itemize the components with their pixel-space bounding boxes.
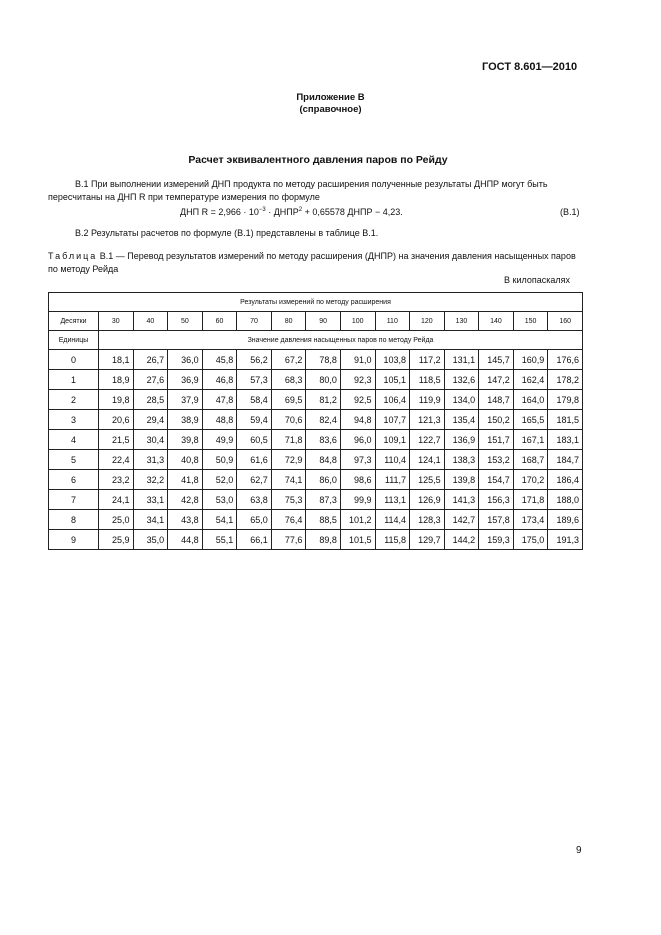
tens-header-cell: 90: [306, 312, 341, 331]
tens-header-cell: 110: [375, 312, 410, 331]
value-cell: 191,3: [548, 530, 583, 550]
tens-header-cell: 120: [410, 312, 445, 331]
tens-label: Десятки: [49, 312, 99, 331]
value-cell: 153,2: [479, 450, 514, 470]
value-cell: 128,3: [410, 510, 445, 530]
value-cell: 151,7: [479, 430, 514, 450]
value-cell: 91,0: [340, 350, 375, 370]
tens-header-cell: 140: [479, 312, 514, 331]
section-heading: Расчет эквивалентного давления паров по Рейду: [188, 154, 448, 166]
value-cell: 134,0: [444, 390, 479, 410]
standard-code: ГОСТ 8.601—2010: [482, 61, 578, 73]
value-cell: 89,8: [306, 530, 341, 550]
value-cell: 87,3: [306, 490, 341, 510]
value-cell: 132,6: [444, 370, 479, 390]
unit-cell: 8: [49, 510, 99, 530]
value-cell: 82,4: [306, 410, 341, 430]
unit-cell: 3: [49, 410, 99, 430]
value-cell: 18,9: [99, 370, 134, 390]
table-row: [49, 370, 583, 390]
formula-part-1: ДНП R = 2,966 · 10: [180, 207, 259, 217]
value-cell: 63,8: [237, 490, 272, 510]
tens-header-cell: 50: [168, 312, 203, 331]
value-cell: 165,5: [513, 410, 548, 430]
value-cell: 147,2: [479, 370, 514, 390]
equation-number: (В.1): [560, 207, 580, 217]
value-cell: 44,8: [168, 530, 203, 550]
page-number: 9: [576, 845, 582, 856]
value-cell: 39,8: [168, 430, 203, 450]
value-cell: 97,3: [340, 450, 375, 470]
formula-part-3: + 0,65578 ДНПР − 4,23.: [302, 207, 403, 217]
value-cell: 77,6: [271, 530, 306, 550]
value-cell: 54,1: [202, 510, 237, 530]
value-cell: 168,7: [513, 450, 548, 470]
value-cell: 171,8: [513, 490, 548, 510]
value-cell: 29,4: [133, 410, 168, 430]
value-cell: 36,0: [168, 350, 203, 370]
table-row: [49, 470, 583, 490]
value-cell: 25,0: [99, 510, 134, 530]
table-top-header-row: [49, 293, 583, 312]
value-cell: 31,3: [133, 450, 168, 470]
value-cell: 52,0: [202, 470, 237, 490]
value-cell: 141,3: [444, 490, 479, 510]
value-cell: 25,9: [99, 530, 134, 550]
table-row: [49, 490, 583, 510]
value-cell: 78,8: [306, 350, 341, 370]
tens-header-cell: 130: [444, 312, 479, 331]
value-cell: 178,2: [548, 370, 583, 390]
value-cell: 59,4: [237, 410, 272, 430]
value-cell: 43,8: [168, 510, 203, 530]
value-cell: 34,1: [133, 510, 168, 530]
value-cell: 32,2: [133, 470, 168, 490]
value-cell: 117,2: [410, 350, 445, 370]
value-cell: 101,5: [340, 530, 375, 550]
unit-cell: 1: [49, 370, 99, 390]
value-cell: 135,4: [444, 410, 479, 430]
value-cell: 71,8: [271, 430, 306, 450]
value-cell: 46,8: [202, 370, 237, 390]
table-tens-row: [49, 312, 583, 331]
conversion-table: [48, 292, 583, 550]
value-cell: 139,8: [444, 470, 479, 490]
value-cell: 188,0: [548, 490, 583, 510]
table-row: [49, 450, 583, 470]
value-cell: 20,6: [99, 410, 134, 430]
unit-cell: 9: [49, 530, 99, 550]
value-cell: 50,9: [202, 450, 237, 470]
value-cell: 96,0: [340, 430, 375, 450]
value-cell: 92,3: [340, 370, 375, 390]
value-cell: 75,3: [271, 490, 306, 510]
value-cell: 94,8: [340, 410, 375, 430]
value-cell: 110,4: [375, 450, 410, 470]
value-cell: 49,9: [202, 430, 237, 450]
value-cell: 125,5: [410, 470, 445, 490]
value-cell: 164,0: [513, 390, 548, 410]
value-cell: 156,3: [479, 490, 514, 510]
value-cell: 22,4: [99, 450, 134, 470]
unit-cell: 5: [49, 450, 99, 470]
unit-cell: 6: [49, 470, 99, 490]
value-cell: 80,0: [306, 370, 341, 390]
value-cell: 19,8: [99, 390, 134, 410]
table-row: [49, 390, 583, 410]
unit-cell: 2: [49, 390, 99, 410]
value-cell: 21,5: [99, 430, 134, 450]
value-cell: 24,1: [99, 490, 134, 510]
value-cell: 28,5: [133, 390, 168, 410]
value-cell: 45,8: [202, 350, 237, 370]
value-cell: 154,7: [479, 470, 514, 490]
appendix-subtitle: (справочное): [299, 104, 362, 115]
unit-cell: 7: [49, 490, 99, 510]
value-cell: 159,3: [479, 530, 514, 550]
value-cell: 62,7: [237, 470, 272, 490]
value-cell: 88,5: [306, 510, 341, 530]
value-cell: 101,2: [340, 510, 375, 530]
value-cell: 189,6: [548, 510, 583, 530]
value-cell: 86,0: [306, 470, 341, 490]
value-cell: 109,1: [375, 430, 410, 450]
value-cell: 119,9: [410, 390, 445, 410]
value-cell: 35,0: [133, 530, 168, 550]
value-cell: 67,2: [271, 350, 306, 370]
tens-header-cell: 40: [133, 312, 168, 331]
tens-header-cell: 30: [99, 312, 134, 331]
value-cell: 162,4: [513, 370, 548, 390]
value-cell: 58,4: [237, 390, 272, 410]
value-cell: 36,9: [168, 370, 203, 390]
value-cell: 145,7: [479, 350, 514, 370]
units-header: Единицы: [49, 331, 99, 350]
value-cell: 181,5: [548, 410, 583, 430]
value-cell: 37,9: [168, 390, 203, 410]
tens-header-cell: 60: [202, 312, 237, 331]
value-cell: 38,9: [168, 410, 203, 430]
value-cell: 60,5: [237, 430, 272, 450]
units-label: В килопаскалях: [504, 275, 570, 285]
value-cell: 184,7: [548, 450, 583, 470]
value-cell: 131,1: [444, 350, 479, 370]
value-cell: 41,8: [168, 470, 203, 490]
table-row: [49, 530, 583, 550]
value-cell: 27,6: [133, 370, 168, 390]
value-cell: 142,7: [444, 510, 479, 530]
value-cell: 56,2: [237, 350, 272, 370]
value-cell: 65,0: [237, 510, 272, 530]
value-cell: 167,1: [513, 430, 548, 450]
value-cell: 173,4: [513, 510, 548, 530]
value-cell: 148,7: [479, 390, 514, 410]
value-cell: 183,1: [548, 430, 583, 450]
unit-cell: 0: [49, 350, 99, 370]
value-cell: 83,6: [306, 430, 341, 450]
value-cell: 105,1: [375, 370, 410, 390]
caption-text: В.1 — Перевод результатов измерений по методу расширения (ДНПР) на значения давления насыщенных паров по методу Рейда: [48, 251, 576, 274]
table-units-header-row: [49, 331, 583, 350]
value-cell: 47,8: [202, 390, 237, 410]
value-cell: 136,9: [444, 430, 479, 450]
unit-cell: 4: [49, 430, 99, 450]
tens-header-cell: 70: [237, 312, 272, 331]
value-cell: 23,2: [99, 470, 134, 490]
table-row: [49, 510, 583, 530]
value-cell: 55,1: [202, 530, 237, 550]
value-cell: 115,8: [375, 530, 410, 550]
value-cell: 69,5: [271, 390, 306, 410]
value-cell: 74,1: [271, 470, 306, 490]
value-cell: 113,1: [375, 490, 410, 510]
tens-header-cell: 80: [271, 312, 306, 331]
value-cell: 70,6: [271, 410, 306, 430]
value-cell: 176,6: [548, 350, 583, 370]
value-cell: 33,1: [133, 490, 168, 510]
value-cell: 42,8: [168, 490, 203, 510]
value-cell: 144,2: [444, 530, 479, 550]
value-cell: 26,7: [133, 350, 168, 370]
appendix-title: Приложение В: [296, 92, 365, 103]
table-body: [49, 350, 583, 550]
value-cell: 111,7: [375, 470, 410, 490]
value-cell: 179,8: [548, 390, 583, 410]
value-cell: 53,0: [202, 490, 237, 510]
value-cell: 129,7: [410, 530, 445, 550]
value-cell: 68,3: [271, 370, 306, 390]
value-cell: 160,9: [513, 350, 548, 370]
value-cell: 92,5: [340, 390, 375, 410]
value-cell: 122,7: [410, 430, 445, 450]
value-cell: 57,3: [237, 370, 272, 390]
value-cell: 150,2: [479, 410, 514, 430]
value-cell: 61,6: [237, 450, 272, 470]
table-caption: [48, 250, 583, 276]
tens-header-cell: 160: [548, 312, 583, 331]
paragraph-b1: В.1 При выполнении измерений ДНП продукта по методу расширения полученные результаты ДНПР могут быть пересчитаны на ДНП R при температуре измерения по формуле: [48, 179, 548, 202]
value-cell: 81,2: [306, 390, 341, 410]
formula-exponent-1: −3: [258, 207, 266, 213]
value-cell: 118,5: [410, 370, 445, 390]
value-cell: 103,8: [375, 350, 410, 370]
value-cell: 18,1: [99, 350, 134, 370]
value-cell: 170,2: [513, 470, 548, 490]
value-cell: 84,8: [306, 450, 341, 470]
table-row: [49, 410, 583, 430]
value-cell: 107,7: [375, 410, 410, 430]
value-header: Значение давления насыщенных паров по методу Рейда: [99, 331, 583, 350]
value-cell: 48,8: [202, 410, 237, 430]
value-cell: 126,9: [410, 490, 445, 510]
value-cell: 40,8: [168, 450, 203, 470]
value-cell: 76,4: [271, 510, 306, 530]
value-cell: 157,8: [479, 510, 514, 530]
formula-b1: [180, 207, 403, 217]
value-cell: 175,0: [513, 530, 548, 550]
value-cell: 72,9: [271, 450, 306, 470]
table-top-header: Результаты измерений по методу расширения: [49, 293, 583, 312]
value-cell: 114,4: [375, 510, 410, 530]
table-row: [49, 350, 583, 370]
paragraph-b2: В.2 Результаты расчетов по формуле (В.1) представлены в таблице В.1.: [75, 228, 379, 238]
value-cell: 186,4: [548, 470, 583, 490]
tens-header-cell: 100: [340, 312, 375, 331]
caption-word: Таблица: [48, 251, 98, 261]
value-cell: 66,1: [237, 530, 272, 550]
formula-part-2: · ДНПР: [265, 207, 299, 217]
value-cell: 138,3: [444, 450, 479, 470]
value-cell: 30,4: [133, 430, 168, 450]
value-cell: 99,9: [340, 490, 375, 510]
value-cell: 124,1: [410, 450, 445, 470]
value-cell: 106,4: [375, 390, 410, 410]
table-row: [49, 430, 583, 450]
value-cell: 121,3: [410, 410, 445, 430]
formula-exponent-2: 2: [298, 207, 303, 213]
value-cell: 98,6: [340, 470, 375, 490]
tens-header-cell: 150: [513, 312, 548, 331]
